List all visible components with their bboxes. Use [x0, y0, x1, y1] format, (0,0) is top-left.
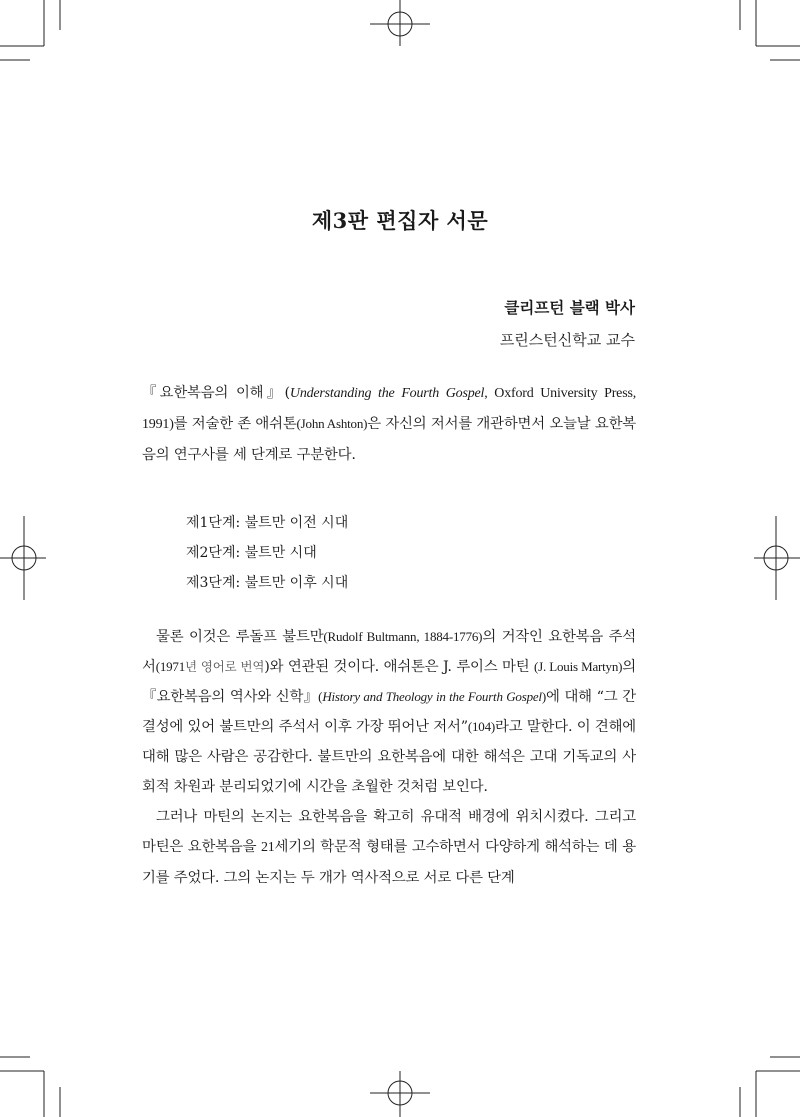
citation: (104) [467, 719, 496, 734]
year-close: ) [264, 659, 270, 675]
intro-text-a: 를 저술한 존 애쉬톤 [173, 416, 297, 432]
intro-paragraph [142, 378, 636, 470]
paren-open: ( [318, 689, 323, 704]
body-paragraphs [142, 622, 636, 893]
century-number: 21 [260, 840, 275, 855]
stage-item: 제1단계: 불트만 이전 시대 [186, 515, 349, 531]
book-year: 1991) [142, 417, 174, 432]
author-affiliation: 프린스턴신학교 교수 [499, 331, 635, 349]
bultmann-en: (Rudolf Bultmann, 1884-1776) [323, 629, 483, 644]
translation-note: 년 영어로 번역 [185, 659, 265, 674]
text-run: 의『요한복음의 역사와 신학』 [142, 659, 636, 705]
author-name: 클리프턴 블랙 박사 [504, 299, 635, 317]
text-run: 물론 이것은 루돌프 불트만 [156, 629, 324, 645]
text-run: 그러나 마틴의 논지는 요한복음을 확고히 유대적 배경에 위치시켰다. 그리고 마틴은 요한복음을 [142, 809, 636, 855]
martyn-en: (J. Louis Martyn) [533, 659, 623, 674]
stage-item: 제3단계: 불트만 이후 시대 [186, 575, 349, 591]
text-run: 의 거작인 요한복음 주석서 [142, 629, 637, 675]
text-run: 에 대해 “그 간결성에 있어 불트만의 주석서 이후 가장 뛰어난 저서” [142, 689, 636, 735]
book-title-kr: 『요한복음의 이해』 [142, 385, 285, 401]
page-title: 제3판 편집자 서문 [311, 208, 489, 233]
stage-item: 제2단계: 불트만 시대 [186, 545, 317, 561]
ashton-en: (John Ashton) [296, 416, 368, 431]
paragraph-bultmann [142, 622, 636, 802]
intro-text-b: 은 자신의 저서를 개관하면서 오늘날 요한복음의 연구사를 세 단계로 구분한다. [142, 416, 636, 463]
intro-text: 『요한복음의 이해』(Understanding the Fourth Gospel, Oxford University Press, 1991)를 저술한 존 애쉬톤(John Ashton)은 자신의 저서를 개관하면서 오늘날 요한복음의 연구사를 세 단계로 구분한다. [142, 385, 636, 463]
history-theology-en: History and Theology in the Fourth Gospel [322, 689, 542, 704]
text-run: 라고 말한다. 이 견해에 대해 많은 사람은 공감한다. 불트만의 요한복음에 대한 해석은 고대 기독교의 사회적 차원과 분리되었기에 시간을 초월한 것처럼 보인다. [142, 719, 636, 795]
text-run: 세기의 학문적 형태를 고수하면서 다양하게 해석하는 데 용기를 주었다. 그의 논지는 두 개가 역사적으로 서로 다른 단계 [142, 839, 636, 886]
book-title-en: Understanding the Fourth Gospel [289, 386, 485, 401]
paragraph-martyn [142, 802, 636, 893]
paren-close: ) [541, 689, 546, 704]
stages-list [186, 508, 348, 598]
text-run: 와 연관된 것이다. 애쉬톤은 J. 루이스 마틴 [269, 659, 534, 675]
book-publisher: , Oxford University Press, [484, 386, 636, 401]
year-open: (1971 [155, 659, 186, 674]
